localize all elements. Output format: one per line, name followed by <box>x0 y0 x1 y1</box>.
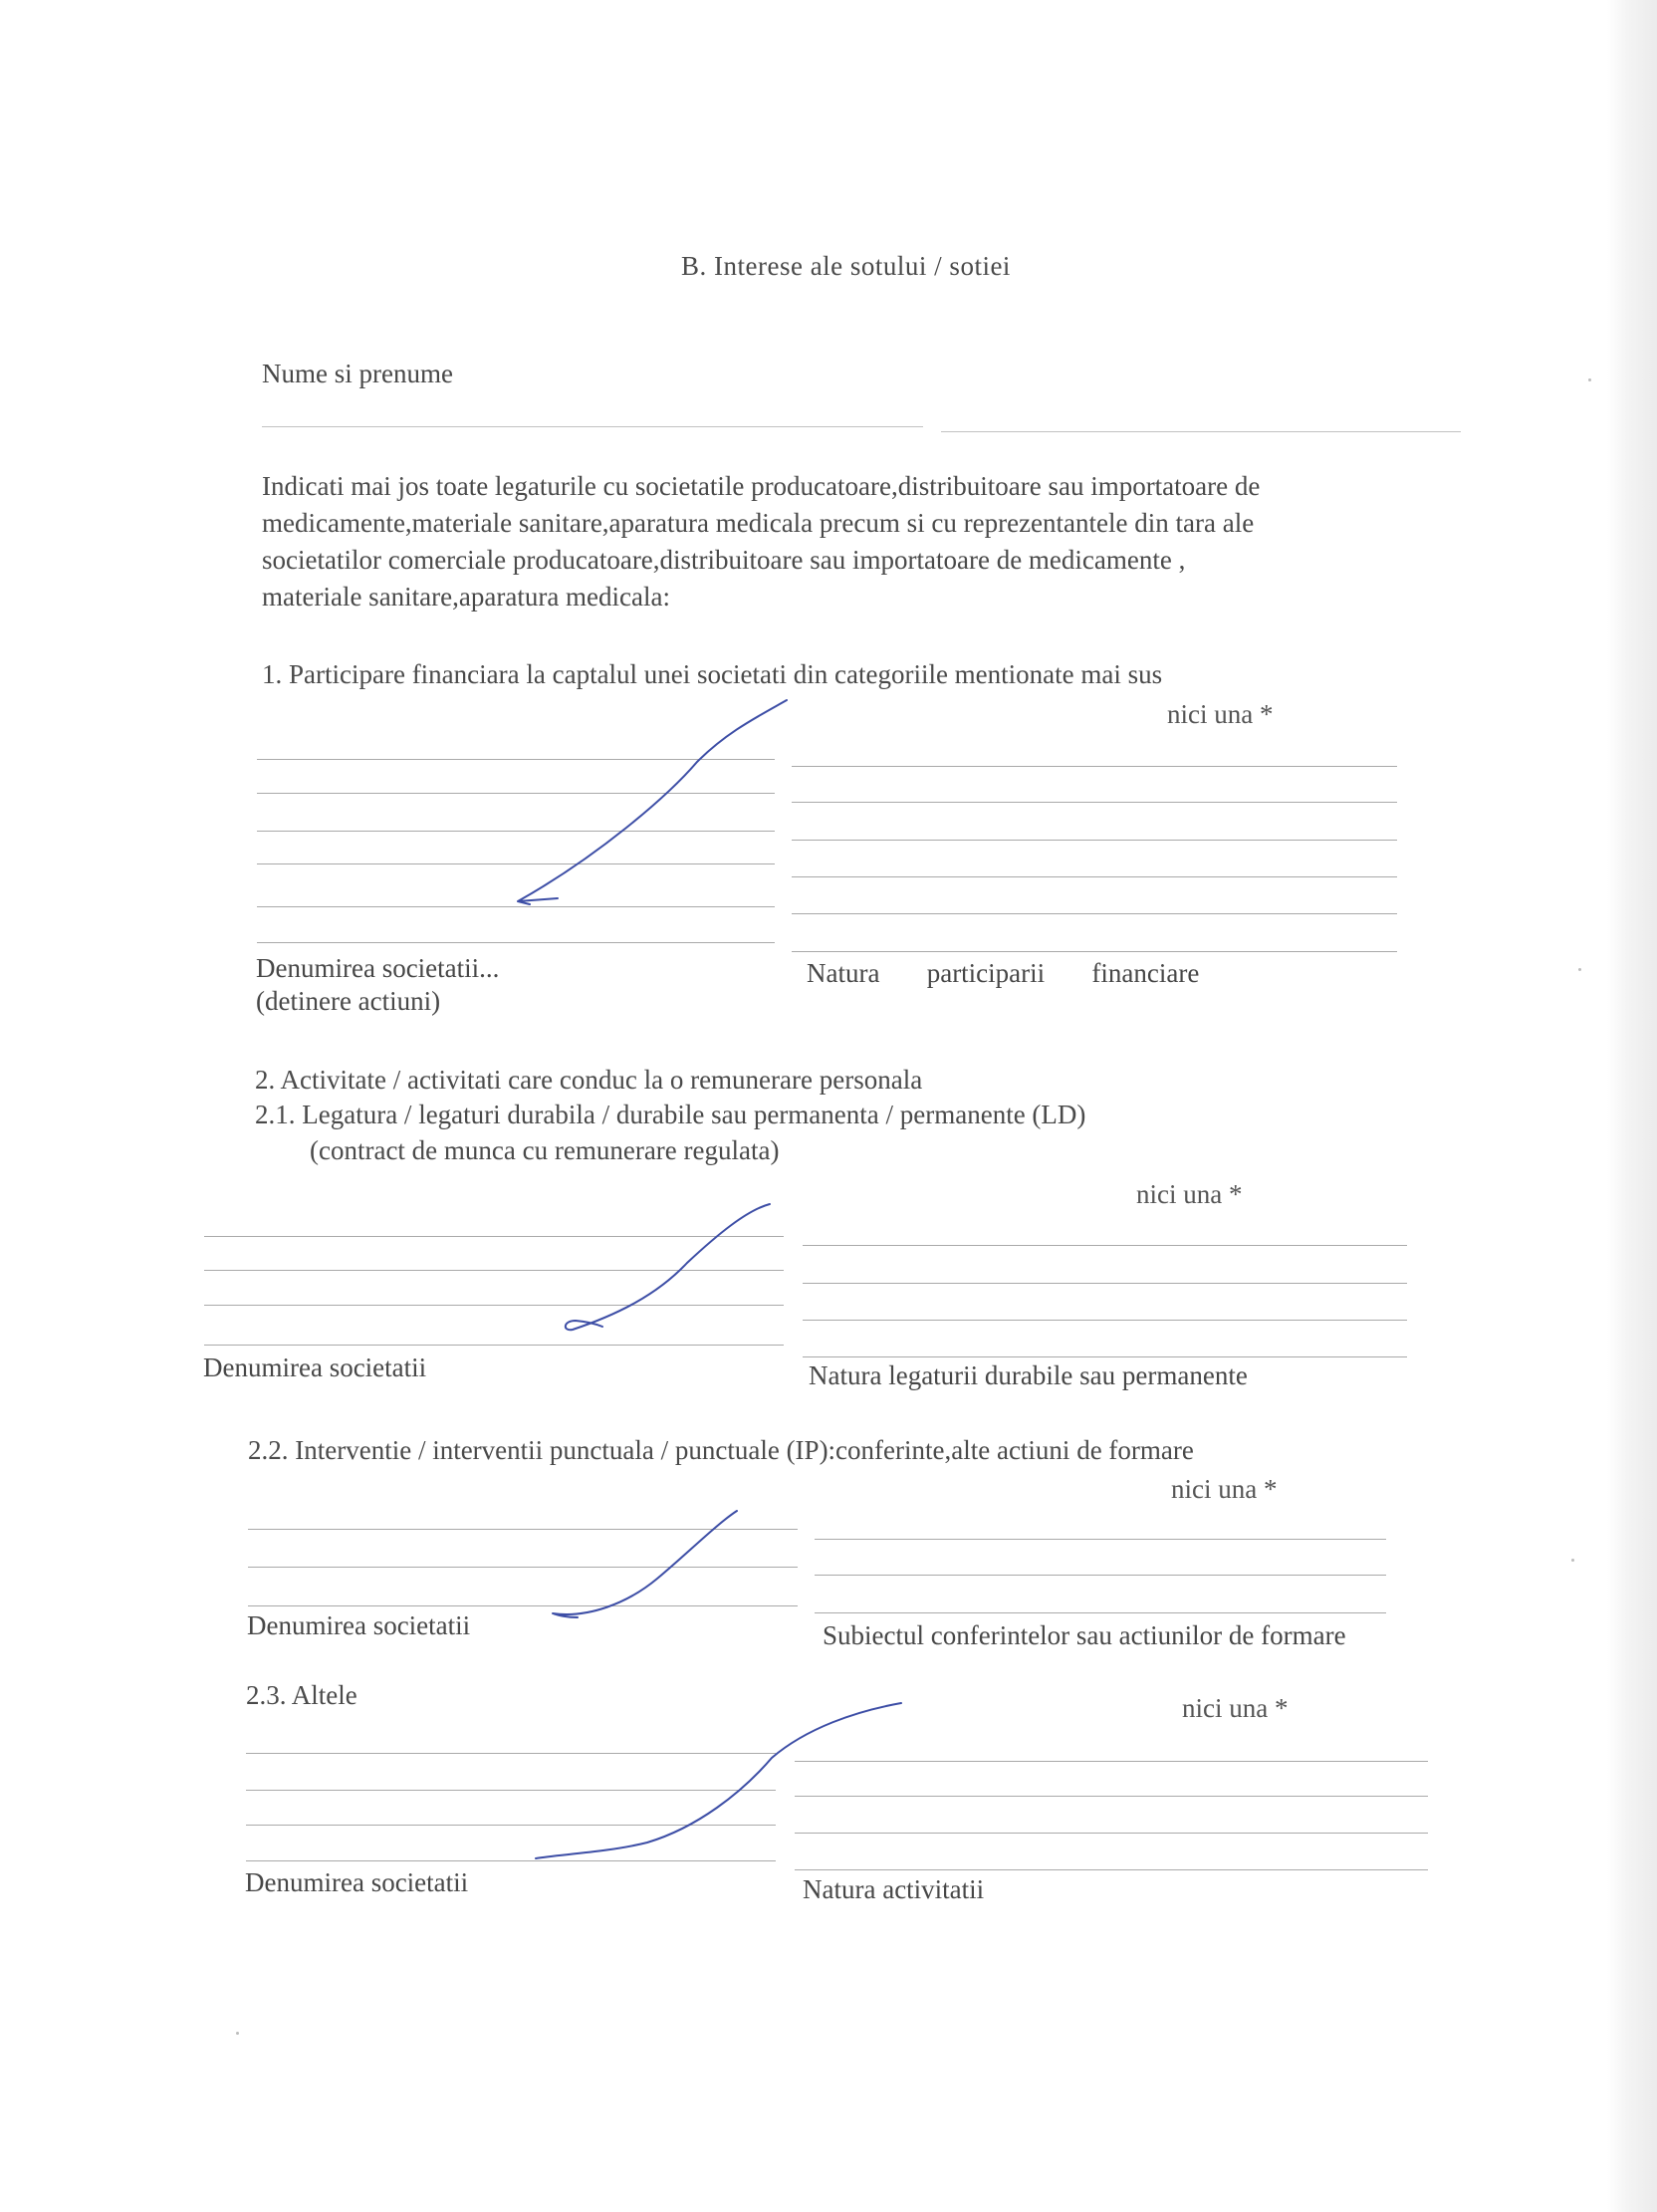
s1-right-line-6[interactable] <box>792 951 1397 952</box>
s23-left-line-2[interactable] <box>246 1790 776 1791</box>
scan-speck <box>1571 1559 1574 1562</box>
name-field-line-1[interactable] <box>262 426 923 427</box>
s23-right-line-3[interactable] <box>795 1833 1428 1834</box>
section-2-heading: 2. Activitate / activitati care conduc la o remunerare personala <box>255 1065 923 1095</box>
section-2-3-nici-una: nici una * <box>1182 1693 1289 1723</box>
scan-speck <box>1588 378 1591 381</box>
s21-left-line-2[interactable] <box>204 1270 784 1271</box>
s21-left-line-4[interactable] <box>204 1345 784 1346</box>
page-title: B. Interese ale sotului / sotiei <box>681 251 1011 281</box>
strike-mark-section-1 <box>518 700 787 904</box>
s1-right-line-3[interactable] <box>792 840 1397 841</box>
s1-left-line-5[interactable] <box>257 906 775 907</box>
s21-right-line-4[interactable] <box>803 1356 1407 1357</box>
scan-speck <box>236 2032 239 2035</box>
s22-right-line-3[interactable] <box>815 1612 1386 1613</box>
section-1-heading: 1. Participare financiara la captalul unei societati din categoriile mentionate mai sus <box>262 659 1163 689</box>
s1-left-line-1[interactable] <box>257 759 775 760</box>
s21-left-line-3[interactable] <box>204 1305 784 1306</box>
s23-left-line-3[interactable] <box>246 1825 776 1826</box>
s22-right-line-2[interactable] <box>815 1575 1386 1576</box>
s1-left-line-2[interactable] <box>257 793 775 794</box>
s22-left-line-2[interactable] <box>248 1567 798 1568</box>
s1-right-line-2[interactable] <box>792 802 1397 803</box>
s1-col1-label: Denumirea societatii... <box>256 953 500 983</box>
section-1-nici-una: nici una * <box>1167 699 1274 729</box>
s1-col1-sublabel: (detinere actiuni) <box>256 986 441 1016</box>
s1-left-line-3[interactable] <box>257 831 775 832</box>
s1-right-line-4[interactable] <box>792 876 1397 877</box>
strike-mark-section-2-1 <box>566 1204 770 1330</box>
s22-right-line-1[interactable] <box>815 1539 1386 1540</box>
section-2-1-heading: 2.1. Legatura / legaturi durabila / durabile sau permanenta / permanente (LD) <box>255 1100 1086 1129</box>
s21-right-line-1[interactable] <box>803 1245 1407 1246</box>
intro-paragraph: Indicati mai jos toate legaturile cu societatile producatoare,distribuitoare sau importatoare de medicamente,materiale sanitare,aparatura medicala precum si cu reprezentantele din tara ale societatilor comerciale producatoare,distribuitoare sau importatoare de medicamente , materiale sanitare,aparatura medicala: <box>262 471 1261 612</box>
name-label: Nume si prenume <box>262 359 453 388</box>
s23-left-line-1[interactable] <box>246 1753 776 1754</box>
s23-right-line-1[interactable] <box>795 1761 1428 1762</box>
section-2-2-nici-una: nici una * <box>1171 1474 1278 1504</box>
s22-left-line-1[interactable] <box>248 1529 798 1530</box>
s23-col2-label: Natura activitatii <box>803 1874 985 1904</box>
section-2-2-heading: 2.2. Interventie / interventii punctuala / punctuale (IP):conferinte,alte actiuni de formare <box>248 1435 1194 1465</box>
s23-right-line-4[interactable] <box>795 1869 1428 1870</box>
s22-left-line-3[interactable] <box>248 1605 798 1606</box>
scan-edge-shadow <box>1607 0 1657 2212</box>
s1-right-line-1[interactable] <box>792 766 1397 767</box>
s23-left-line-4[interactable] <box>246 1860 776 1861</box>
section-2-3-heading: 2.3. Altele <box>246 1680 357 1710</box>
strike-mark-section-2-3 <box>536 1703 901 1858</box>
section-2-1-nici-una: nici una * <box>1136 1179 1243 1209</box>
s1-left-line-4[interactable] <box>257 863 775 864</box>
s23-col1-label: Denumirea societatii <box>245 1867 469 1897</box>
s22-col2-label: Subiectul conferintelor sau actiunilor de formare <box>823 1620 1346 1650</box>
s23-right-line-2[interactable] <box>795 1796 1428 1797</box>
s21-col2-label: Natura legaturii durabile sau permanente <box>809 1360 1248 1390</box>
s21-col1-label: Denumirea societatii <box>203 1352 427 1382</box>
name-field-line-2[interactable] <box>941 431 1461 432</box>
s1-col2-label: Natura participarii financiare <box>807 958 1200 988</box>
s1-right-line-5[interactable] <box>792 913 1397 914</box>
section-2-1-subheading: (contract de munca cu remunerare regulata) <box>310 1135 780 1165</box>
strike-mark-section-2-2 <box>553 1511 737 1617</box>
scan-speck <box>1578 968 1581 971</box>
s1-left-line-6[interactable] <box>257 942 775 943</box>
s21-left-line-1[interactable] <box>204 1236 784 1237</box>
s21-right-line-2[interactable] <box>803 1283 1407 1284</box>
s21-right-line-3[interactable] <box>803 1320 1407 1321</box>
s22-col1-label: Denumirea societatii <box>247 1610 471 1640</box>
